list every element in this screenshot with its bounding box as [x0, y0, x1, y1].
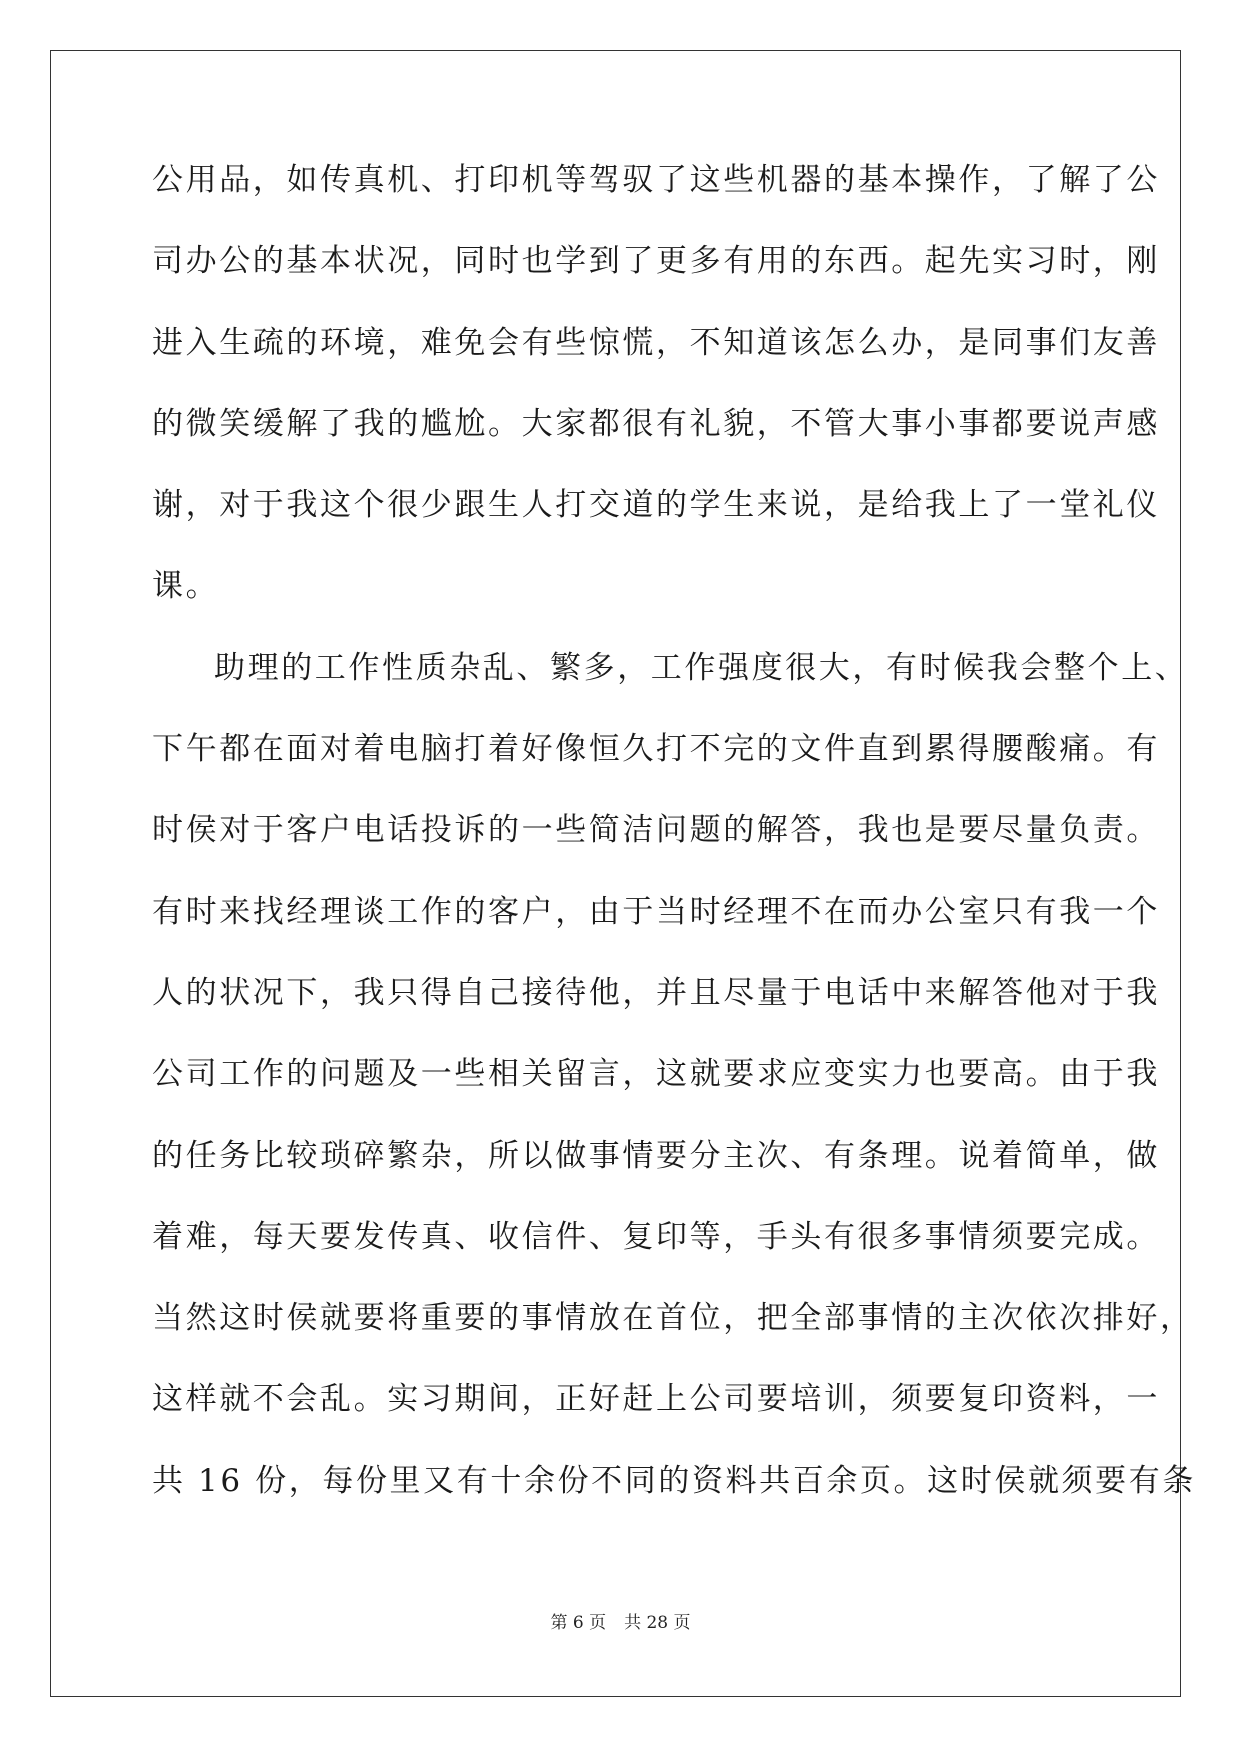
body-line: 这样就不会乱。实习期间，正好赶上公司要培训，须要复印资料，一: [152, 1381, 1160, 1418]
body-line: 谢，对于我这个很少跟生人打交道的学生来说，是给我上了一堂礼仪: [152, 487, 1160, 524]
body-line: 着难，每天要发传真、收信件、复印等，手头有很多事情须要完成。: [152, 1218, 1160, 1255]
body-line: 有时来找经理谈工作的客户，由于当时经理不在而办公室只有我一个: [152, 893, 1160, 930]
body-line: 进入生疏的环境，难免会有些惊慌，不知道该怎么办，是同事们友善: [152, 324, 1160, 361]
document-body: [152, 160, 1196, 1542]
body-line: 时侯对于客户电话投诉的一些简洁问题的解答，我也是要尽量负责。: [152, 812, 1160, 849]
body-line: 司办公的基本状况，同时也学到了更多有用的东西。起先实习时，刚: [152, 243, 1160, 280]
body-line: 共 16 份，每份里又有十余份不同的资料共百余页。这时侯就须要有条: [152, 1462, 1196, 1499]
body-line: 课。: [152, 568, 220, 605]
body-line: 的微笑缓解了我的尴尬。大家都很有礼貌，不管大事小事都要说声感: [152, 405, 1160, 442]
page-number-current: 第 6 页: [550, 1613, 607, 1633]
body-line: 公司工作的问题及一些相关留言，这就要求应变实力也要高。由于我: [152, 1056, 1160, 1093]
body-line: 公用品，如传真机、打印机等驾驭了这些机器的基本操作，了解了公: [152, 162, 1160, 198]
body-line: 当然这时侯就要将重要的事情放在首位，把全部事情的主次依次排好，: [152, 1300, 1194, 1337]
body-line: 人的状况下，我只得自己接待他，并且尽量于电话中来解答他对于我: [152, 974, 1160, 1011]
body-line: 的任务比较琐碎繁杂，所以做事情要分主次、有条理。说着简单，做: [152, 1137, 1160, 1174]
paragraph-start-line: 助理的工作性质杂乱、繁多，工作强度很大，有时候我会整个上、: [214, 649, 1189, 686]
body-line: 下午都在面对着电脑打着好像恒久打不完的文件直到累得腰酸痛。有: [152, 731, 1160, 768]
page-number-total: 共 28 页: [624, 1613, 691, 1633]
page-footer: [0, 1608, 1241, 1633]
